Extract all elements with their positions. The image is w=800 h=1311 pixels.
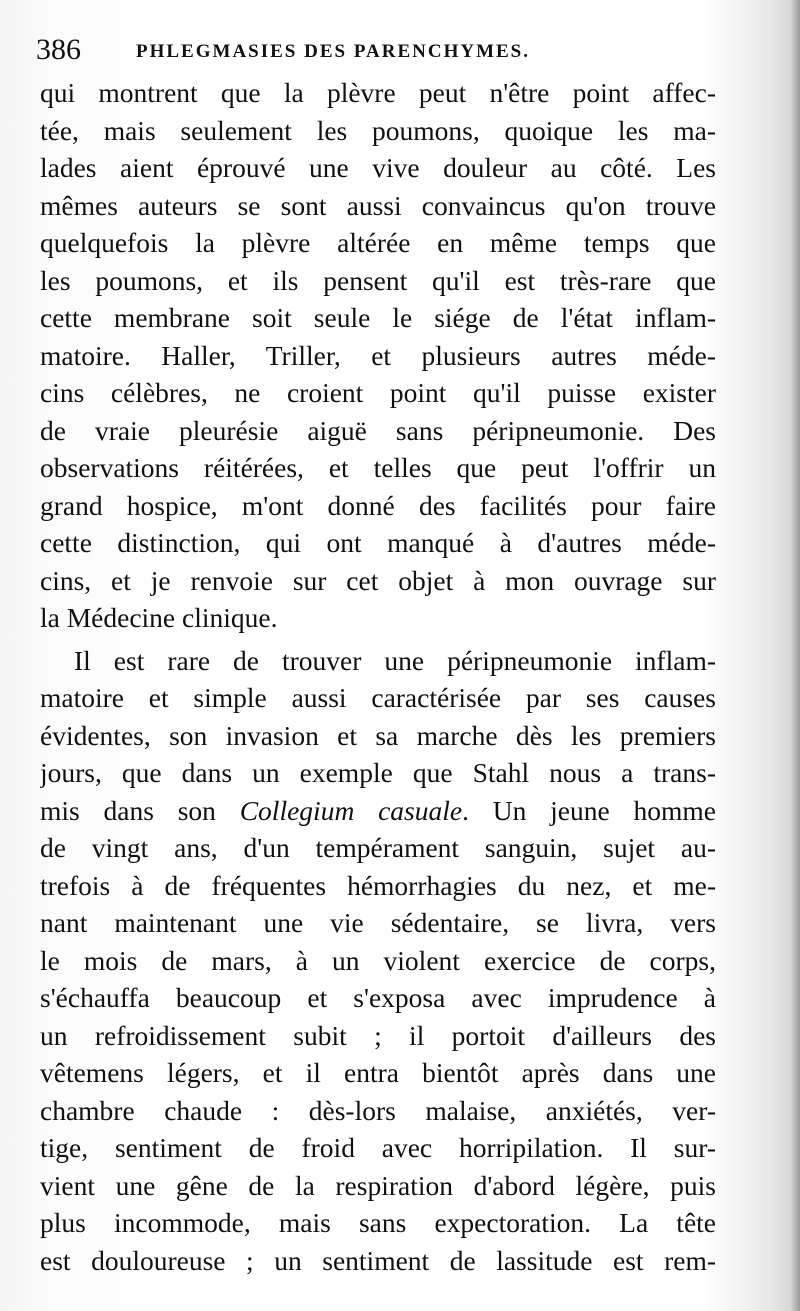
text-line: la Médecine clinique. xyxy=(40,602,278,633)
text-line: le mois de mars, à un violent exercice de corps, xyxy=(40,944,716,976)
text-line: cins, et je renvoie sur cet objet à mon ouvrage sur xyxy=(40,564,716,596)
text-line: cins célèbres, ne croient point qu'il puisse exister xyxy=(40,377,716,408)
text-line: grand hospice, m'ont donné des facilités pour faire xyxy=(40,489,716,521)
text-line: de vraie pleurésie aiguë sans péripneumonie. Des xyxy=(40,414,716,446)
text-line: Il est rare de trouver une péripneumonie inflam- xyxy=(74,644,716,676)
text-line: tée, mais seulement les poumons, quoique les ma- xyxy=(40,114,716,146)
text-line: lades aient éprouvé une vive douleur au côté. Les xyxy=(40,152,716,183)
text-line-with-italic xyxy=(40,792,716,830)
text-line: plus incommode, mais sans expectoration. La tête xyxy=(40,1207,716,1238)
running-title: PHLEGMASIES DES PARENCHYMES. xyxy=(136,41,531,62)
text-line: mêmes auteurs se sont aussi convaincus qu'on trouve xyxy=(40,189,716,221)
text-line: nant maintenant une vie sédentaire, se livra, vers xyxy=(40,907,716,938)
page-edge-shadow xyxy=(790,0,800,1311)
text-line: les poumons, et ils pensent qu'il est très-rare que xyxy=(40,264,716,296)
text-line: quelquefois la plèvre altérée en même temps que xyxy=(40,227,716,258)
text-run: mis dans son xyxy=(40,794,240,826)
text-line: qui montrent que la plèvre peut n'être point affec- xyxy=(40,77,716,108)
text-line: vient une gêne de la respiration d'abord légère, puis xyxy=(40,1169,716,1201)
text-line: vêtemens légers, et il entra bientôt après dans une xyxy=(40,1057,716,1088)
italic-title: Collegium casuale xyxy=(239,794,463,826)
text-line: matoire et simple aussi caractérisée par ses causes xyxy=(40,682,716,713)
text-line: est douloureuse ; un sentiment de lassitude est rem- xyxy=(40,1244,716,1276)
body-text xyxy=(40,74,716,1279)
text-line: matoire. Haller, Triller, et plusieurs autres méde- xyxy=(40,339,716,371)
text-line: chambre chaude : dès-lors malaise, anxiétés, ver- xyxy=(40,1094,716,1126)
text-line: un refroidissement subit ; il portoit d'ailleurs des xyxy=(40,1019,716,1051)
text-line: jours, que dans un exemple que Stahl nous a trans- xyxy=(40,757,716,788)
text-line: tige, sentiment de froid avec horripilation. Il sur- xyxy=(40,1132,716,1163)
text-line: observations réitérées, et telles que peut l'offrir un xyxy=(40,452,716,483)
text-line: cette distinction, qui ont manqué à d'autres méde- xyxy=(40,527,716,558)
text-line: s'échauffa beaucoup et s'exposa avec imprudence à xyxy=(40,982,716,1013)
text-line: de vingt ans, d'un tempérament sanguin, sujet au- xyxy=(40,832,716,863)
text-line: cette membrane soit seule le siége de l'état inflam- xyxy=(40,302,716,333)
text-line: évidentes, son invasion et sa marche dès les premiers xyxy=(40,719,716,751)
text-line: trefois à de fréquentes hémorrhagies du nez, et me- xyxy=(40,869,716,901)
running-head xyxy=(36,32,726,72)
text-run: . Un jeune homme xyxy=(462,794,716,826)
page-number: 386 xyxy=(36,33,81,66)
